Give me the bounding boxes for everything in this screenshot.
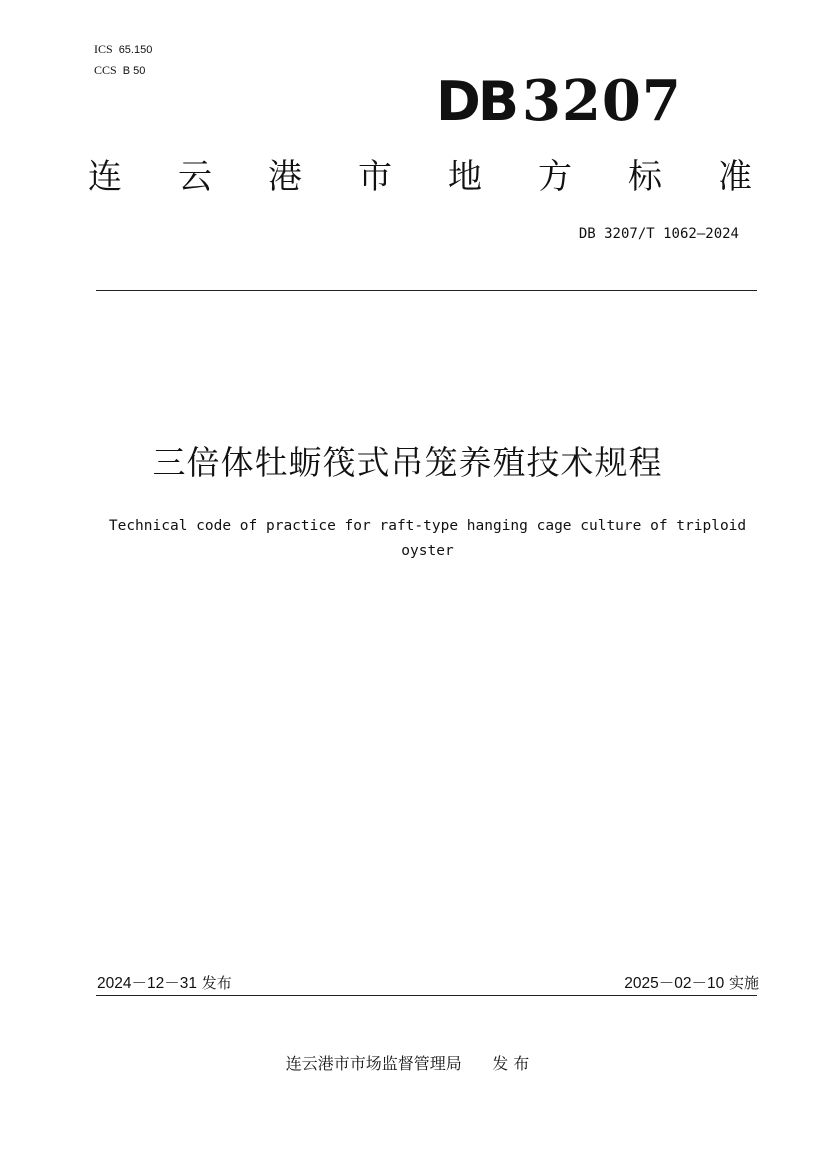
- title-english: Technical code of practice for raft-type hanging cage culture of triploid oyster: [108, 518, 747, 559]
- standard-type-char: 地: [448, 157, 482, 197]
- db-region-code: 3207: [521, 68, 682, 134]
- standard-type-char: 标: [628, 157, 662, 197]
- standard-type-char: 市: [358, 157, 392, 197]
- ics-value: 65.150: [118, 44, 153, 56]
- standard-type-char: 云: [178, 157, 212, 197]
- standard-type-char: 准: [718, 157, 752, 197]
- bottom-divider: [96, 995, 757, 996]
- implementation-date-value: 2025－02－10: [624, 975, 725, 992]
- implementation-date-label: 实施: [728, 974, 759, 992]
- publisher-line: [0, 1053, 815, 1075]
- top-divider: [96, 290, 757, 291]
- standard-number: DB 3207/T 1062—2024: [578, 226, 739, 242]
- ccs-label: CCS: [94, 63, 117, 77]
- issue-date-value: 2024－12－31: [97, 975, 197, 992]
- issue-date-label: 发布: [201, 974, 232, 992]
- standard-type-char: 方: [538, 157, 572, 197]
- ccs-classification: [94, 63, 145, 78]
- ics-classification: [94, 42, 152, 57]
- implementation-date: [624, 973, 759, 994]
- title-chinese: 三倍体牡蛎筏式吊笼养殖技术规程: [152, 443, 663, 482]
- ccs-value: B 50: [122, 65, 146, 77]
- standard-type-char: 港: [268, 157, 302, 197]
- db-prefix: DB: [436, 70, 516, 133]
- publisher-org: 连云港市市场监督管理局: [285, 1054, 462, 1073]
- standard-type-heading: [88, 155, 752, 199]
- issue-date: [97, 973, 232, 994]
- publisher-action: 发 布: [492, 1054, 530, 1073]
- db-code-mark: [436, 68, 682, 134]
- ics-label: ICS: [94, 42, 113, 56]
- standard-type-char: 连: [88, 157, 122, 197]
